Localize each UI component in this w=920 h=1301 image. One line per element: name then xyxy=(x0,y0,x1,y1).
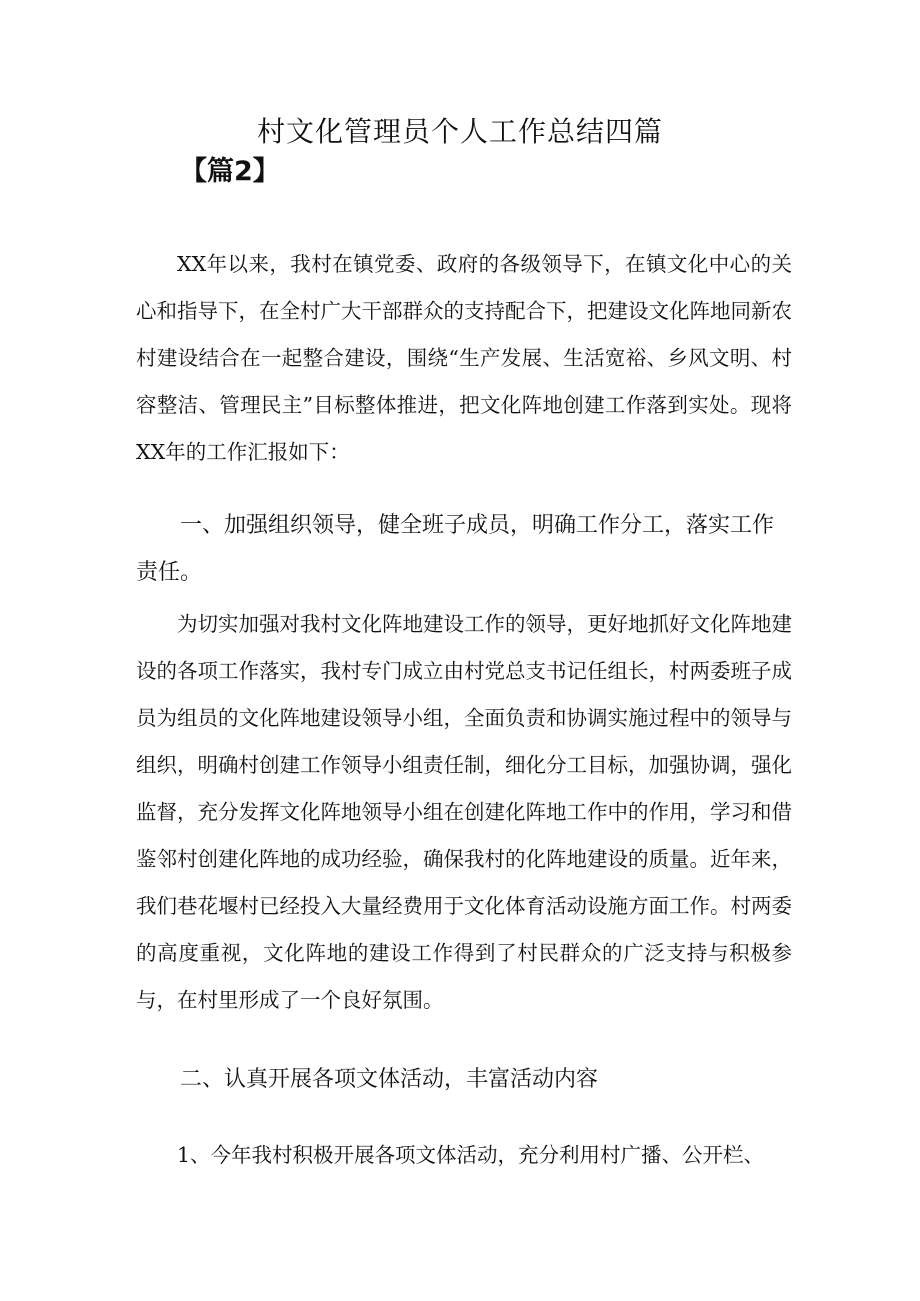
section-heading-1: 一、加强组织领导，健全班子成员，明确工作分工，落实工作责任。 xyxy=(136,513,775,585)
paragraph-section-1: 为切实加强对我村文化阵地建设工作的领导，更好地抓好文化阵地建设的各项工作落实，我村专门成立由村党总支书记任组长，村两委班子成员为组员的文化阵地建设领导小组，全面负责和协调实施过程中的领导与组织，明确村创建工作领导小组责任制，细化分工目标，加强协调，强化监督，充分发挥文化阵地领导小组在创建化阵地工作中的作用，学习和借鉴邻村创建化阵地的成功经验，确保我村的化阵地建设的质量。近年来，我们巷花堰村已经投入大量经费用于文化体育活动设施方面工作。村两委的高度重视，文化阵地的建设工作得到了村民群众的广泛支持与积极参与，在村里形成了一个良好氛围。 xyxy=(136,612,792,1012)
section-heading-2: 二、认真开展各项文体活动，丰富活动内容 xyxy=(180,1067,599,1092)
document-title: 村文化管理员个人工作总结四篇 xyxy=(256,115,663,148)
paragraph-intro: XX年以来，我村在镇党委、政府的各级领导下，在镇文化中心的关心和指导下，在全村广大干部群众的支持配合下，把建设文化阵地同新农村建设结合在一起整合建设，围绕“生产发展、生活宽裕、乡风文明、村容整洁、管理民主”目标整体推进，把文化阵地创建工作落到实处。现将XX年的工作汇报如下： xyxy=(136,252,792,464)
paragraph-section-2: 1、今年我村积极开展各项文体活动，充分利用村广播、公开栏、 xyxy=(177,1143,765,1167)
chapter-label: 【篇2】 xyxy=(180,156,280,187)
